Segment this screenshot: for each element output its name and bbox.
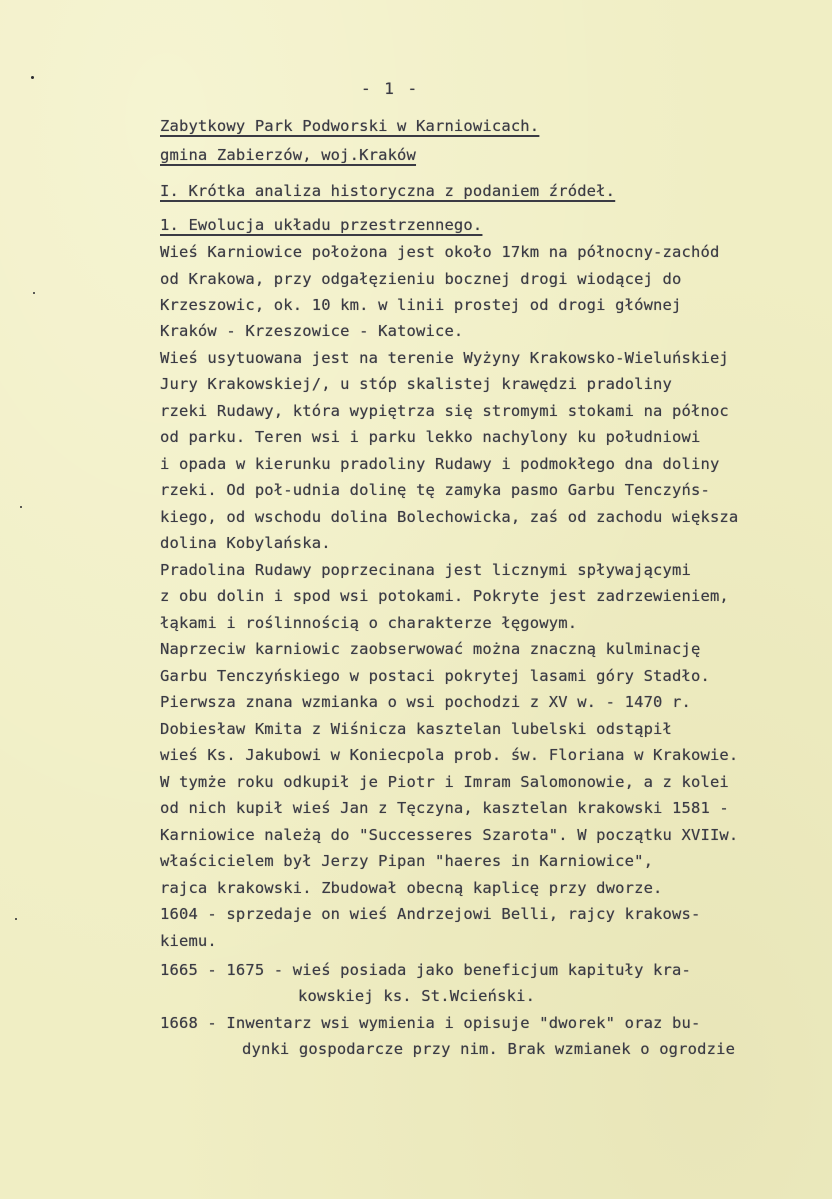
text-line: wieś Ks. Jakubowi w Koniecpola prob. św. Floriana w Krakowie. (160, 746, 739, 764)
page-number: - 1 - (361, 79, 420, 98)
text-line: kiemu. (160, 932, 217, 950)
text-line: dynki gospodarcze przy nim. Brak wzmianek o ogrodzie (242, 1040, 736, 1058)
text-line: z obu dolin i spod wsi potokami. Pokryte jest zadrzewieniem, (160, 587, 729, 605)
text-line: Naprzeciw karniowic zaobserwować można znaczną kulminację (160, 640, 701, 658)
text-line: Pierwsza znana wzmianka o wsi pochodzi z XV w. - 1470 r. (160, 693, 691, 711)
text-line: 1665 - 1675 - wieś posiada jako beneficjum kapituły kra- (160, 961, 691, 979)
section-heading: I. Krótka analiza historyczna z podaniem źródeł. (160, 182, 616, 200)
text-line: od parku. Teren wsi i parku lekko nachylony ku południowi (160, 428, 701, 446)
document-location: gmina Zabierzów, woj.Kraków (160, 146, 417, 164)
text-line: Karniowice należą do "Successeres Szarota". W początku XVIIw. (160, 826, 739, 844)
text-line: rzeki. Od poł-udnia dolinę tę zamyka pasmo Garbu Tenczyńs- (160, 481, 710, 499)
document-title: Zabytkowy Park Podworski w Karniowicach. (160, 117, 540, 135)
margin-punch-mark (33, 292, 35, 294)
text-line: Dobiesław Kmita z Wiśnicza kasztelan lubelski odstąpił (160, 720, 673, 738)
text-line: W tymże roku odkupił je Piotr i Imram Salomonowie, a z kolei (160, 773, 729, 791)
margin-punch-mark (15, 918, 17, 920)
text-line: 1668 - Inwentarz wsi wymienia i opisuje "dworek" oraz bu- (160, 1014, 701, 1032)
text-line: właścicielem był Jerzy Pipan "haeres in Karniowice", (160, 852, 654, 870)
text-line: od Krakowa, przy odgałęzieniu bocznej drogi wiodącej do (160, 270, 682, 288)
text-line: kiego, od wschodu dolina Bolechowicka, zaś od zachodu większa (160, 508, 739, 526)
text-line: od nich kupił wieś Jan z Tęczyna, kasztelan krakowski 1581 - (160, 799, 729, 817)
subsection-heading: 1. Ewolucja układu przestrzennego. (160, 216, 483, 234)
text-line: kowskiej ks. St.Wcieński. (298, 987, 536, 1005)
text-line: Wieś Karniowice położona jest około 17km na północny-zachód (160, 243, 720, 261)
text-line: dolina Kobylańska. (160, 534, 331, 552)
text-line: Jury Krakowskiej/, u stóp skalistej krawędzi pradoliny (160, 375, 673, 393)
margin-punch-mark (20, 506, 22, 508)
text-line: łąkami i roślinnością o charakterze łęgowym. (160, 614, 578, 632)
text-line: i opada w kierunku pradoliny Rudawy i podmokłego dna doliny (160, 455, 720, 473)
text-line: rzeki Rudawy, która wypiętrza się stromymi stokami na północ (160, 402, 729, 420)
text-line: Wieś usytuowana jest na terenie Wyżyny Krakowsko-Wieluńskiej (160, 349, 729, 367)
text-line: 1604 - sprzedaje on wieś Andrzejowi Belli, rajcy krakows- (160, 905, 701, 923)
text-line: rajca krakowski. Zbudował obecną kaplicę przy dworze. (160, 879, 663, 897)
text-line: Garbu Tenczyńskiego w postaci pokrytej lasami góry Stadło. (160, 667, 710, 685)
text-line: Pradolina Rudawy poprzecinana jest licznymi spływającymi (160, 561, 691, 579)
text-line: Kraków - Krzeszowice - Katowice. (160, 322, 464, 340)
margin-punch-mark (31, 76, 34, 79)
text-line: Krzeszowic, ok. 10 km. w linii prostej od drogi głównej (160, 296, 682, 314)
